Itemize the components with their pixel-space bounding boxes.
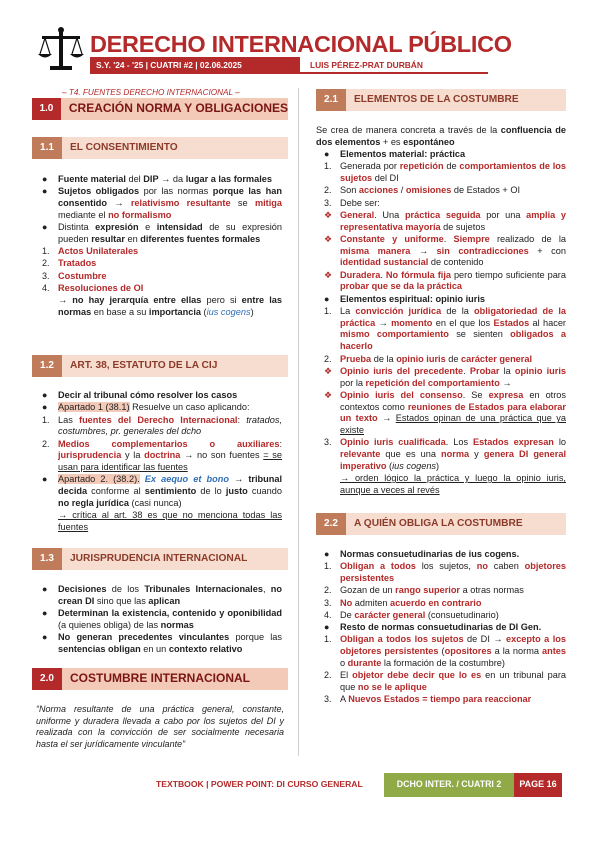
list-item: 3. Opinio iuris cualificada. Los Estados expresan lo relevante que es una norma y genera DI general imperativo (ius cogens): [324, 437, 567, 471]
section-number: 1.1: [32, 137, 62, 159]
list-item: 1. Generada por repetición de comportamientos de los sujetos del DI: [324, 161, 567, 184]
list-item: ● Determinan la existencia, contenido y oponibilidad (a quienes obliga) de las normas: [42, 608, 282, 630]
page-number: PAGE 16: [514, 773, 562, 797]
section-title: JURISPRUDENCIA INTERNACIONAL: [62, 548, 288, 570]
section-title: ELEMENTOS DE LA COSTUMBRE: [346, 89, 566, 111]
list-item: ● Sujetos obligados por las normas porque las han consentido → relativismo resultante se mitiga mediante el no formalismo: [42, 186, 282, 220]
section-title: COSTUMBRE INTERNACIONAL: [62, 668, 288, 690]
list-item: 3. A Nuevos Estados = tiempo para reaccionar: [324, 694, 532, 705]
list-item: ● Elementos material: práctica: [324, 149, 466, 159]
list-item: 2. Tratados: [42, 258, 97, 269]
footer-course: DCHO INTER. / CUATRI 2: [384, 773, 514, 797]
list-item: ● Distinta expresión e intensidad de su expresión pueden resultar en diferentes fuentes formales: [42, 222, 282, 244]
section-1-1-header: [32, 137, 288, 159]
course-meta: S.Y. '24 - '25 | CUATRI #2 | 02.06.2025: [90, 57, 300, 74]
section-number: 2.0: [32, 668, 62, 690]
list-item: → crítica al art. 38 es que no menciona todas las fuentes: [58, 510, 282, 532]
section-2-0-header: [32, 668, 288, 690]
scales-of-justice-icon: [36, 26, 86, 74]
list-item: ● Fuente material del DIP → da lugar a las formales: [42, 174, 272, 184]
list-item: ● Apartado 1 (38.1) Resuelve un caso aplicando:: [42, 402, 250, 413]
list-item: 1. Las fuentes del Derecho Internacional: tratados, costumbres, pr. generales del dcho: [42, 414, 282, 437]
list-item: 1. Obligan a todos los sujetos de DI → excepto a los objetores persistentes (opositores a la norma antes o durante la formación de la costumbre): [324, 634, 566, 668]
list-item: ● Normas consuetudinarias de ius cogens.: [324, 549, 520, 559]
list-item: ● Elementos espiritual: opinio iuris: [324, 293, 485, 304]
elementos-intro: Se crea de manera concreta a través de la confluencia de dos elementos + es espontáneo: [316, 125, 566, 147]
obliga-block: [322, 549, 566, 706]
author-name: LUIS PÉREZ-PRAT DURBÁN: [300, 57, 488, 74]
column-divider: [298, 88, 299, 756]
list-item: ❖ General. Una práctica seguida por una amplia y representativa mayoría de sujetos: [324, 209, 566, 232]
list-item: 1. La convicción jurídica de la obligatoriedad de la práctica → momento en el que los Estados al hacer mismo comportamiento se sienten obligados a hacerlo: [324, 305, 566, 352]
section-number: 1.3: [32, 548, 62, 570]
section-1-3-header: [32, 548, 288, 570]
list-item: 2. El objetor debe decir que lo es en un tribunal para que no se le aplique: [324, 670, 566, 692]
section-title: ART. 38, ESTATUTO DE LA CIJ: [62, 355, 288, 377]
list-item: 3. Costumbre: [42, 270, 107, 281]
list-item: → orden lógico la práctica y luego la opinio iuris, aunque a veces al revés: [340, 473, 566, 495]
art38-block: [40, 390, 282, 534]
list-item: ❖ Opinio iuris del precedente. Probar la opinio iuris por la repetición del comportamiento →: [324, 365, 566, 388]
jurisprudencia-block: [40, 584, 282, 656]
footer-source: TEXTBOOK | POWER POINT: DI CURSO GENERAL: [156, 779, 363, 789]
document-title: DERECHO INTERNACIONAL PÚBLICO: [90, 31, 512, 57]
list-item: ● Apartado 2. (38.2). Ex aequo et bono → tribunal decida conforme al sentimiento de lo justo cuando no regla jurídica (casi nunca): [42, 474, 282, 508]
list-item: ❖ Opinio iuris del consenso. Se expresa en otros contextos como reuniones de Estados para elaborar un texto → Estados opinan de una práctica que ya existe: [324, 389, 567, 436]
list-item: 3. No admiten acuerdo en contrario: [324, 597, 482, 608]
list-item: ❖ Constante y uniforme. Siempre realizado de la misma manera → sin contradicciones + con identidad sustancial de contenido: [324, 233, 567, 268]
section-title: CREACIÓN NORMA Y OBLIGACIONES: [61, 98, 288, 120]
list-item: ● Decir al tribunal cómo resolver los casos: [42, 390, 238, 400]
list-item: ❖ Duradera. No fórmula fija pero tiempo suficiente para probar que se da la práctica: [324, 269, 566, 292]
section-number: 1.0: [32, 98, 61, 120]
section-1-0-header: [32, 98, 288, 120]
list-item: 1. Actos Unilaterales: [42, 246, 139, 257]
list-item: ● No generan precedentes vinculantes porque las sentencias obligan en un contexto relativo: [42, 632, 282, 654]
consentimiento-block: [40, 174, 282, 319]
section-1-2-header: [32, 355, 288, 377]
list-item: 4. De carácter general (consuetudinario): [324, 609, 499, 620]
list-item: 2. Gozan de un rango superior a otras normas: [324, 585, 524, 596]
section-number: 1.2: [32, 355, 62, 377]
list-item: ● Decisiones de los Tribunales Internacionales, no crean DI sino que las aplican: [42, 584, 282, 606]
list-item: 1. Obligan a todos los sujetos, no caben objetores persistentes: [324, 561, 567, 584]
list-item: 4. Resoluciones de OI: [42, 282, 144, 293]
list-item: 2. Medios complementarios o auxiliares: jurisprudencia y la doctrina → no son fuentes = se usan para identificar las fuentes: [42, 438, 283, 473]
list-item: 2. Son acciones / omisiones de Estados + OI: [324, 185, 521, 196]
section-2-1-header: [316, 89, 566, 111]
list-item: ● Resto de normas consuetudinarias de DI Gen.: [324, 622, 542, 633]
topic-label: – T4. FUENTES DERECHO INTERNACIONAL –: [62, 88, 240, 97]
section-2-2-header: [316, 513, 566, 535]
list-item: 2. Prueba de la opinio iuris de carácter general: [324, 353, 533, 364]
list-item: 3. Debe ser:: [324, 197, 380, 208]
costumbre-definition-quote: “Norma resultante de una práctica general, constante, uniforme y duradera llevada a cabo por los sujetos del DI y realizada con la convicción de ser socialmente necesaria hasta el ser jurídicamente vinculante”: [36, 704, 284, 749]
section-number: 2.2: [316, 513, 346, 535]
section-title: A QUIÉN OBLIGA LA COSTUMBRE: [346, 513, 566, 535]
elementos-block: [322, 149, 566, 497]
section-number: 2.1: [316, 89, 346, 111]
section-title: EL CONSENTIMIENTO: [62, 137, 288, 159]
list-item: → no hay jerarquía entre ellas pero si entre las normas en base a su importancia (ius cogens): [58, 295, 282, 317]
